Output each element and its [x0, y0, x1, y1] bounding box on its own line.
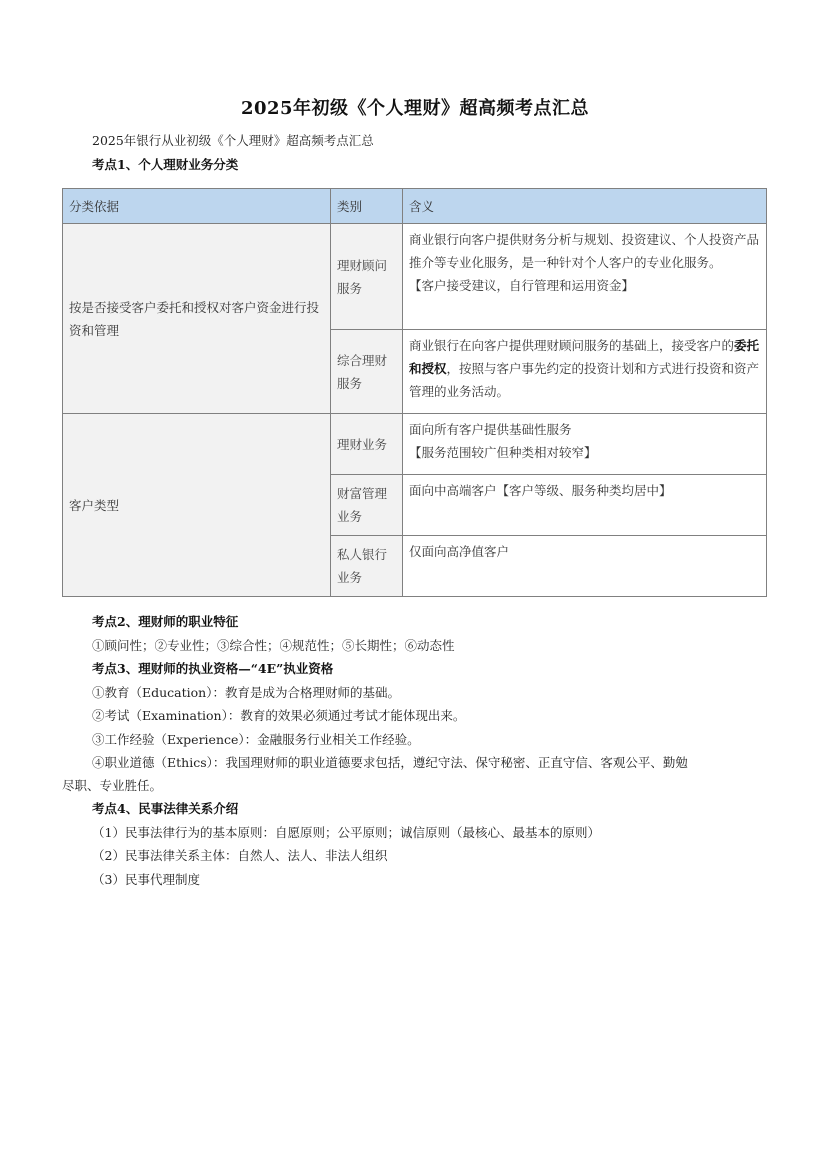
section4-item-agency: （3）民事代理制度 [92, 872, 200, 887]
table-row [63, 414, 767, 475]
category-cell: 私人银行业务 [331, 536, 403, 597]
section1-heading: 考点1、个人理财业务分类 [92, 157, 239, 172]
meaning-note: 【客户接受建议，自行管理和运用资金】 [409, 278, 635, 293]
meaning-text: 商业银行向客户提供财务分析与规划、投资建议、个人投资产品推介等专业化服务，是一种针对个人客户的专业化服务。 [409, 232, 760, 270]
meaning-text-post: ，按照与客户事先约定的投资计划和方式进行投资和资产管理的业务活动。 [409, 361, 760, 399]
header-category: 类别 [331, 189, 403, 224]
section3-item-ethics: ④职业道德（Ethics）：我国理财师的职业道德要求包括，遵纪守法、保守秘密、正直守信、客观公平、勤勉 [92, 755, 688, 770]
document-title: 2025年初级《个人理财》超高频考点汇总 [240, 98, 590, 119]
header-basis: 分类依据 [63, 189, 331, 224]
section4-item-principles: （1）民事法律行为的基本原则：自愿原则；公平原则；诚信原则（最核心、最基本的原则） [92, 825, 600, 840]
category-cell: 理财业务 [331, 414, 403, 475]
section3-item-examination: ②考试（Examination）：教育的效果必须通过考试才能体现出来。 [92, 708, 466, 723]
meaning-cell [403, 224, 767, 330]
table-row [63, 224, 767, 330]
section3-heading: 考点3、理财师的执业资格—“4E”执业资格 [92, 661, 334, 676]
meaning-cell [403, 330, 767, 414]
section2-text: ①顾问性；②专业性；③综合性；④规范性；⑤长期性；⑥动态性 [92, 638, 455, 653]
meaning-cell [403, 475, 767, 536]
category-cell: 财富管理业务 [331, 475, 403, 536]
meaning-text: 面向所有客户提供基础性服务 [409, 422, 572, 437]
basis-cell: 按是否接受客户委托和授权对客户资金进行投资和管理 [63, 224, 331, 414]
category-cell: 综合理财服务 [331, 330, 403, 414]
section3-item-education: ①教育（Education）：教育是成为合格理财师的基础。 [92, 685, 400, 700]
section4-item-subjects: （2）民事法律关系主体：自然人、法人、非法人组织 [92, 848, 388, 863]
meaning-text-emphasis: 委托和授权 [409, 338, 760, 376]
section3-item-experience: ③工作经验（Experience）：金融服务行业相关工作经验。 [92, 732, 420, 747]
meaning-cell [403, 414, 767, 475]
table-header-row [63, 189, 767, 224]
basis-cell: 客户类型 [63, 414, 331, 597]
meaning-text: 面向中高端客户【客户等级、服务种类均居中】 [409, 483, 672, 498]
subtitle: 2025年银行从业初级《个人理财》超高频考点汇总 [92, 133, 374, 148]
meaning-text-pre: 商业银行在向客户提供理财顾问服务的基础上，接受客户的 [409, 338, 735, 353]
section4-heading: 考点4、民事法律关系介绍 [92, 801, 239, 816]
section3-item-ethics-continued: 尽职、专业胜任。 [62, 778, 163, 793]
section2-heading: 考点2、理财师的职业特征 [92, 614, 239, 629]
meaning-note: 【服务范围较广但种类相对较窄】 [409, 445, 597, 460]
classification-table [62, 188, 767, 597]
category-cell: 理财顾问服务 [331, 224, 403, 330]
header-meaning: 含义 [403, 189, 767, 224]
meaning-text: 仅面向高净值客户 [409, 544, 510, 559]
meaning-cell [403, 536, 767, 597]
